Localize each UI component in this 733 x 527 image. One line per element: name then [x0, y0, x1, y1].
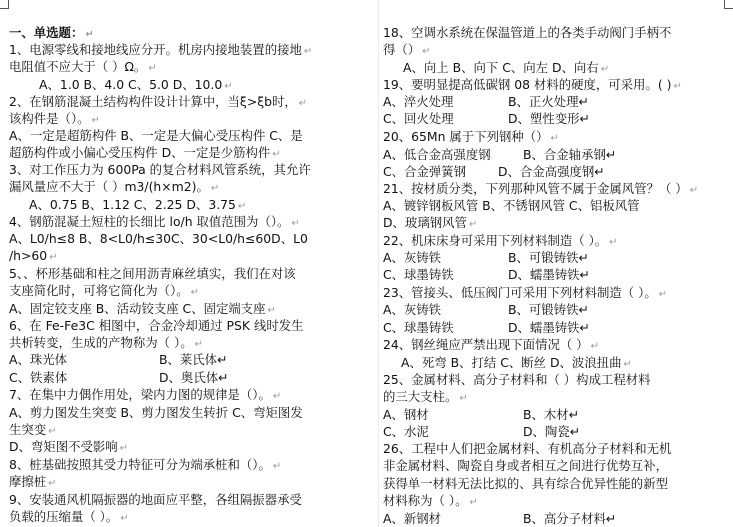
q3-line1: 3、对工作压力为 600Pa 的复合材料风管系统，其允许 [9, 162, 311, 177]
q1-line2: 电阻值不应大于（ ）Ω。 ↵ [9, 59, 157, 74]
q4-line1: 4、钢筋混凝土短柱的长细比 lo/h 取值范围为（）。 ↵ [9, 214, 300, 229]
q7-line3: 生突变 ↵ [9, 422, 57, 437]
q6-option-b: B、莱氏体↵ [159, 352, 228, 367]
q26-line3: 获得单一材料无法比拟的、具有综合优异性能的新型 [383, 476, 668, 491]
q20-option-b: B、合金轴承钢↵ [523, 147, 617, 162]
q20-option-c: C、合金弹簧钢 [383, 164, 466, 179]
column-gap [378, 0, 379, 527]
q19-option-d: D、塑性变形↵ [508, 111, 590, 126]
q22-line1: 22、机床床身可采用下列材料制造（ ）。 ↵ [383, 233, 618, 248]
q19-line1: 19、要明显提高低碳钢 08 材料的硬度，可采用。( ) ↵ [383, 77, 682, 92]
q20-line1: 20、65Mn 属于下列钢种（） ↵ [383, 129, 559, 144]
q22-option-a: A、灰铸铁 [383, 250, 442, 265]
q18-options: A、向上 B、向下 C、向左 D、向右 ↵ [403, 60, 610, 75]
q5-line1: 5、、杯形基础和柱之间用沥青麻丝填实，我们在对该 [9, 266, 296, 281]
q7-line4: D、弯矩图不受影响 ↵ [9, 439, 129, 454]
q9-line1: 9、安装通风机隔振器的地面应平整，各组隔振器承受 [9, 492, 302, 507]
q25-line1: 25、金属材料、高分子材料和（ ）构成工程材料 [383, 372, 651, 387]
q25-option-d: D、陶瓷↵ [523, 424, 581, 439]
q7-line1: 7、在集中力偶作用处，梁内力图的规律是（）。 ↵ [9, 387, 282, 402]
q22-option-b: B、可锻铸铁↵ [508, 250, 589, 265]
q22-option-c: C、球墨铸铁 [383, 267, 454, 282]
q26-option-b: B、高分子材料↵ [523, 511, 617, 526]
q6-option-a: A、珠光体 [9, 352, 68, 367]
q18-line1: 18、空调水系统在保温管道上的各类手动阀门手柄不 [383, 25, 672, 40]
q22-option-d: D、蠕墨铸铁↵ [508, 267, 590, 282]
q25-option-a: A、钢材 [383, 407, 429, 422]
q9-line2: 负载的压缩量（ ）。 ↵ [9, 509, 129, 524]
q2-line2: 该构件是（）。 ↵ [9, 111, 100, 126]
q6-option-c: C、铁素体 [9, 370, 68, 385]
q26-line4: 材料称为（ ）。 ↵ [383, 493, 478, 508]
q5-line2: 支座简化时，可将它简化为（）。 ↵ [9, 283, 200, 298]
q1-line1: 1、电源零线和接地线应分开。机房内接地装置的接地 ↵ [9, 42, 313, 57]
q25-option-c: C、水泥 [383, 424, 429, 439]
q26-line1: 26、工程中人们把金属材料、有机高分子材料和无机 [383, 441, 672, 456]
q20-option-a: A、低合金高强度钢 [383, 147, 491, 162]
q8-line1: 8、桩基础按照其受力特征可分为端承桩和（）。 ↵ [9, 457, 282, 472]
q3-line2: 漏风量应不大于（ ）m3/(h×m2)。 ↵ [9, 179, 220, 194]
q21-line3: D、玻璃钢风管 ↵ [383, 215, 478, 230]
q23-option-b: B、可锻铸铁↵ [508, 302, 589, 317]
q25-option-b: B、木材↵ [523, 407, 580, 422]
q21-line2: A、镀锌钢板风管 B、不锈钢风管 C、铝板风管 [383, 198, 640, 213]
q19-option-b: B、正火处理↵ [508, 94, 589, 109]
q24-line1: 24、钢丝绳应严禁出现下面情况（ ） ↵ [383, 337, 599, 352]
q6-option-d: D、奥氏体↵ [159, 370, 229, 385]
q25-line2: 的三大支柱。 ↵ [383, 389, 468, 404]
q6-line2: 共析转变，生成的产物称为（ ）。 ↵ [9, 335, 203, 350]
q26-line2: 非金属材料、陶瓷自身或者相互之间进行优势互补， [383, 458, 668, 473]
q23-option-c: C、球墨铸铁 [383, 320, 454, 335]
q4-line3: /h>60 ↵ [9, 248, 58, 263]
q2-line1: 2、在钢筋混凝土结构构件设计计算中，当ξ>ξb时， ↵ [9, 94, 308, 109]
q5-options: A、固定铰支座 B、活动铰支座 C、固定端支座 ↵ [9, 301, 276, 316]
q19-option-c: C、回火处理 [383, 111, 454, 126]
q3-options: A、0.75 B、1.12 C、2.25 D、3.75 ↵ [29, 197, 247, 212]
q20-option-d: D、合金高强度钢↵ [498, 164, 605, 179]
q2-line4: 超筋构件或小偏心受压构件 D、一定是少筋构件 ↵ [9, 145, 281, 160]
q1-options: A、1.0 B、4.0 C、5.0 D、10.0 ↵ [39, 77, 233, 92]
q23-line1: 23、管接头、低压阀门可采用下列材料制造（ ）。 ↵ [383, 285, 668, 300]
crop-mark-top-right-h [724, 8, 733, 9]
q24-options: A、死弯 B、打结 C、断丝 D、波浪扭曲 ↵ [401, 355, 632, 370]
q23-option-d: D、蠕墨铸铁↵ [508, 320, 590, 335]
q23-option-a: A、灰铸铁 [383, 302, 442, 317]
q7-line2: A、剪力图发生突变 B、剪力图发生转折 C、弯矩图发 [9, 405, 303, 420]
q19-option-a: A、淬火处理 [383, 94, 454, 109]
q4-line2: A、L0/h≤8 B、8<L0/h≤30C、30<L0/h≤60D、L0 [9, 231, 308, 246]
q21-line1: 21、按材质分类，下列那种风管不属于金属风管？（ ） ↵ [383, 181, 699, 196]
section-heading: 一、单选题： ↵ [9, 25, 94, 40]
q8-line2: 摩擦桩 ↵ [9, 474, 57, 489]
q18-line2: 得（） ↵ [383, 42, 431, 57]
crop-mark-top-left-v [8, 0, 9, 9]
q2-line3: A、一定是超筋构件 B、一定是大偏心受压构件 C、是 [9, 128, 303, 143]
q26-option-a: A、新钢材 [383, 511, 442, 526]
q6-line1: 6、在 Fe-Fe3C 相图中，合金冷却通过 PSK 线时发生 [9, 318, 304, 333]
